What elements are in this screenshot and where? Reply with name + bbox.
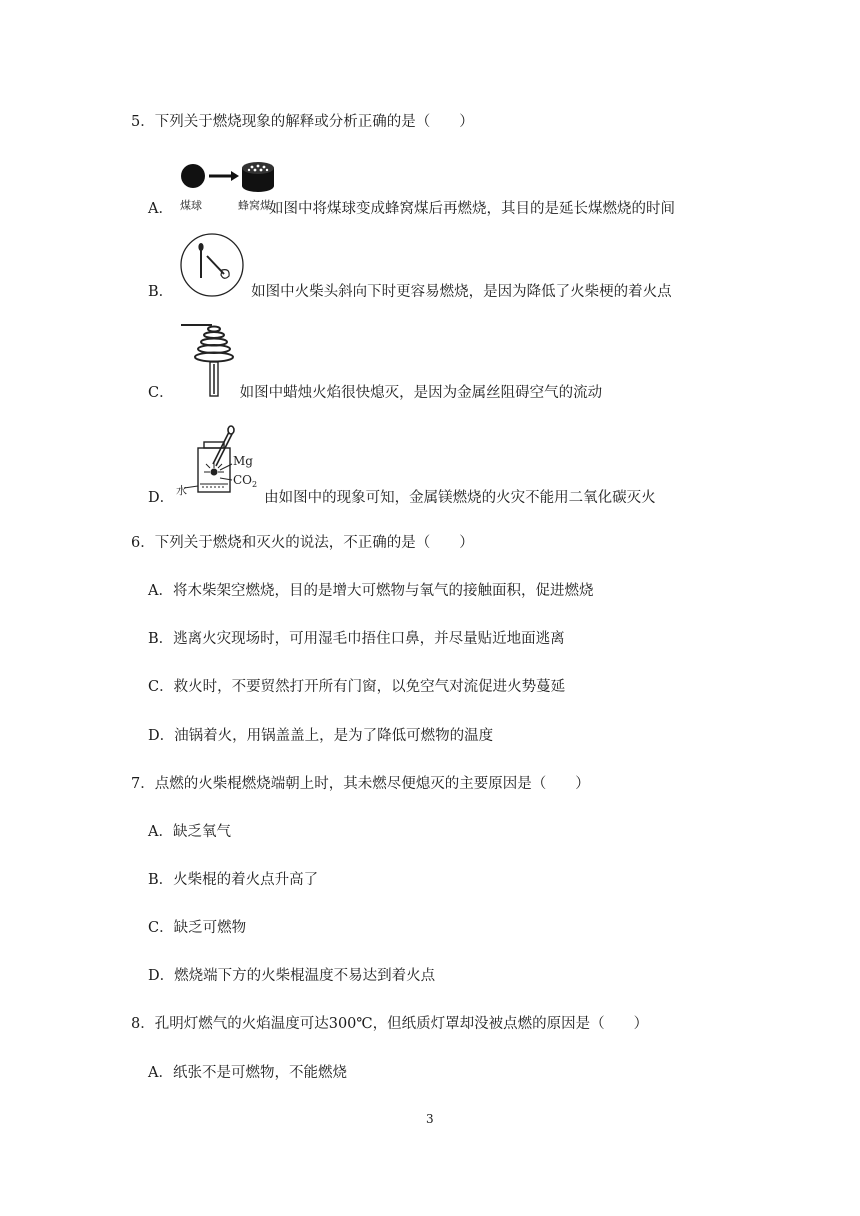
- option-label: B．: [148, 284, 174, 300]
- question-6-option-b[interactable]: [148, 629, 565, 649]
- water-layer: [200, 484, 228, 487]
- option-text: 救火时，不要贸然打开所有门窗，以免空气对流促进火势蔓延: [173, 679, 566, 695]
- co2-label: $CO_2$: [233, 473, 258, 489]
- coal-ball-caption: 煤球: [180, 199, 202, 212]
- option-text: 如图中火柴头斜向下时更容易燃烧，是因为降低了火柴梗的着火点: [251, 284, 672, 300]
- question-7-stem: 7．点燃的火柴棍燃烧端朝上时，其未燃尽便熄灭的主要原因是（ ）: [131, 776, 590, 792]
- question-7-option-d[interactable]: [148, 966, 435, 986]
- option-label: A．: [148, 824, 173, 840]
- option-text: 如图中将煤球变成蜂窝煤后再燃烧，其目的是延长煤燃烧的时间: [268, 201, 675, 217]
- mg-label: Mg: [233, 454, 253, 468]
- option-label: C．: [148, 920, 174, 936]
- question-8-option-a[interactable]: [148, 1063, 347, 1083]
- option-label: C．: [148, 679, 174, 695]
- option-label: A．: [148, 1065, 173, 1081]
- option-text: 火柴棍的着火点升高了: [173, 872, 319, 888]
- option-text: 将木柴架空燃烧，目的是增大可燃物与氧气的接触面积，促进燃烧: [172, 583, 594, 599]
- option-text: 由如图中的现象可知，金属镁燃烧的火灾不能用二氧化碳灭火: [264, 490, 656, 506]
- coil-icon: [195, 327, 233, 362]
- question-8-stem: 8．孔明灯燃气的火焰温度可达300℃，但纸质灯罩却没被点燃的原因是（ ）: [131, 1016, 649, 1032]
- honeycomb-coal-caption: 蜂窝煤: [238, 199, 271, 212]
- option-text: 油锅着火，用锅盖盖上，是为了降低可燃物的温度: [174, 728, 494, 744]
- option-text: 缺乏可燃物: [173, 920, 247, 936]
- page-number: 3: [426, 1112, 434, 1126]
- option-text: 如图中蜡烛火焰很快熄灭，是因为金属丝阻碍空气的流动: [239, 385, 603, 401]
- honeycomb-coal-icon: [242, 162, 274, 192]
- option-label: C．: [148, 385, 174, 401]
- question-6-stem: 6．下列关于燃烧和灭火的说法，不正确的是（ ）: [131, 535, 474, 551]
- option-text: 燃烧端下方的火柴棍温度不易达到着火点: [174, 968, 436, 984]
- option-label: A．: [148, 583, 173, 599]
- option-text: 缺乏氧气: [172, 824, 231, 840]
- tilted-match-icon: [207, 256, 229, 278]
- question-6-option-d[interactable]: [148, 726, 493, 746]
- upright-match-icon: [198, 243, 203, 278]
- option-label: D．: [148, 728, 175, 744]
- option-label: B．: [148, 872, 174, 888]
- option-label: B．: [148, 631, 174, 647]
- burning-magnesium-icon: [204, 462, 224, 475]
- question-5-option-b[interactable]: [148, 282, 672, 302]
- water-label: 水: [176, 484, 187, 497]
- option-text: 纸张不是可燃物，不能燃烧: [172, 1065, 347, 1081]
- option-label: A．: [148, 201, 173, 217]
- question-5-option-d[interactable]: [148, 488, 656, 508]
- question-5-stem: 5．下列关于燃烧现象的解释或分析正确的是（ ）: [131, 114, 474, 130]
- option-label: D．: [148, 968, 175, 984]
- coal-ball-icon: [181, 164, 205, 188]
- option-label: D．: [148, 490, 175, 506]
- question-6-option-c[interactable]: [148, 677, 565, 697]
- question-5-option-a[interactable]: [148, 199, 675, 219]
- question-7-option-b[interactable]: [148, 870, 318, 890]
- question-6-option-a[interactable]: [148, 581, 593, 601]
- question-7-option-a[interactable]: [148, 822, 231, 842]
- question-5-option-c[interactable]: [148, 383, 602, 403]
- option-text: 逃离火灾现场时，可用湿毛巾捂住口鼻，并尽量贴近地面逃离: [173, 631, 565, 647]
- question-7-option-c[interactable]: [148, 918, 246, 938]
